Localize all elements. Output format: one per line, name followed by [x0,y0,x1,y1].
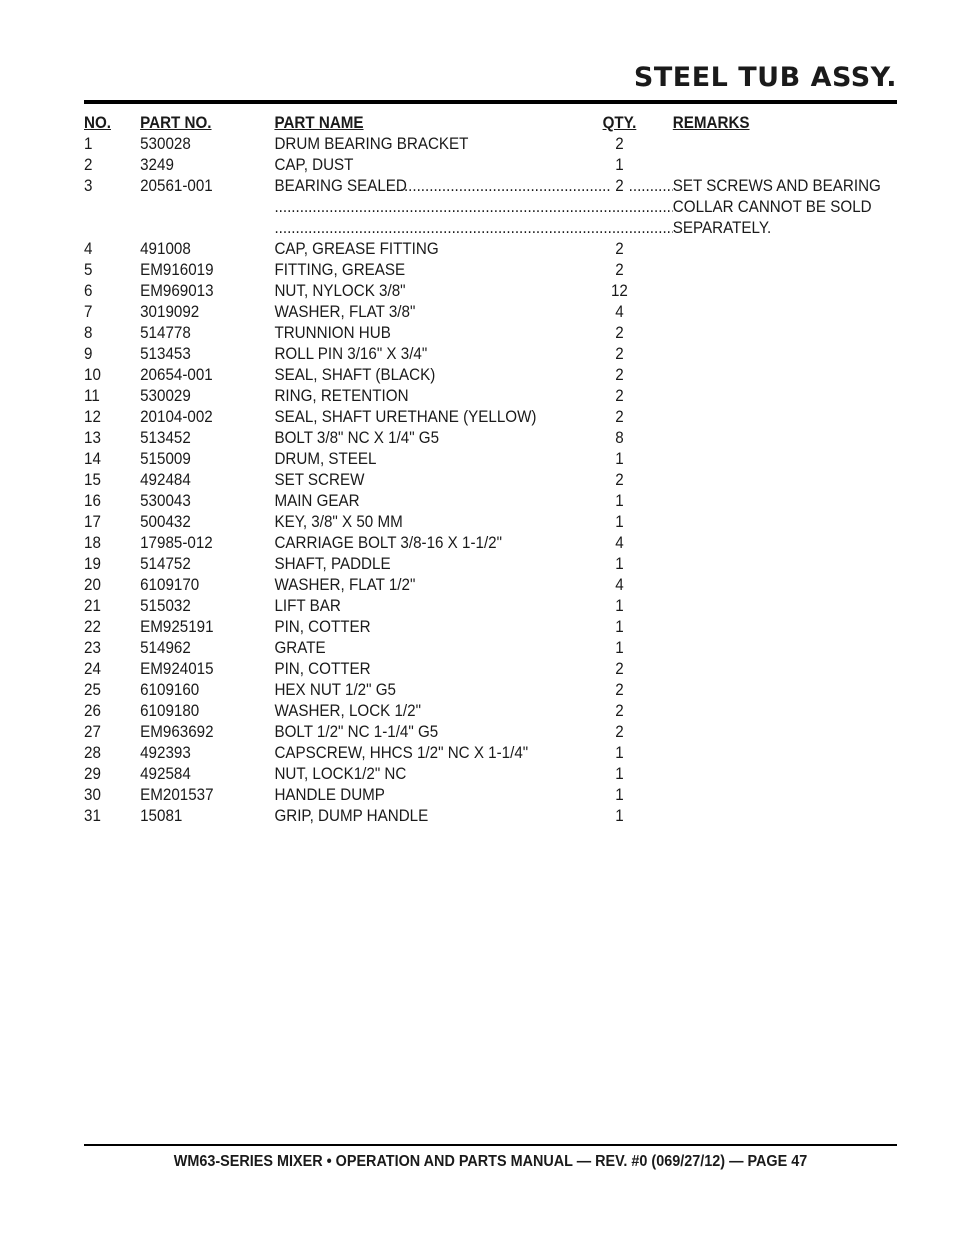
row-qty: 1 [615,492,624,510]
table-row [84,533,832,554]
table-row [84,806,832,827]
row-qty: 1 [615,513,624,531]
row-part-name: CARRIAGE BOLT 3/8-16 X 1-1/2" [274,534,503,552]
row-qty: 2 [615,681,624,699]
row-no: 15 [84,471,101,489]
row-part-name: RING, RETENTION [274,387,409,405]
row-qty: 1 [615,597,624,615]
table-body [84,134,897,827]
leader-dots [396,176,611,197]
row-no: 6 [84,282,93,300]
table-row [84,575,832,596]
row-part-no: EM201537 [140,786,214,804]
row-part-name: WASHER, FLAT 3/8" [274,303,416,321]
row-part-name: TRUNNION HUB [274,324,391,342]
header-part-name: PART NAME [274,114,364,132]
table-row [84,554,832,575]
row-part-no: EM916019 [140,261,214,279]
row-part-name: NUT, NYLOCK 3/8" [274,282,406,300]
table-row [84,470,832,491]
row-part-name: MAIN GEAR [274,492,360,510]
row-qty: 1 [615,639,624,657]
header-no: NO. [84,114,111,132]
row-part-name: PIN, COTTER [274,660,371,678]
table-row [84,218,832,239]
table-row [84,260,832,281]
row-no: 4 [84,240,93,258]
row-qty: 2 [615,240,624,258]
row-part-name: CAPSCREW, HHCS 1/2" NC X 1-1/4" [274,744,529,762]
row-part-no: 513453 [140,345,191,363]
row-part-no: 530029 [140,387,191,405]
leader-dots [274,197,672,218]
row-no: 19 [84,555,101,573]
row-part-no: 6109160 [140,681,200,699]
title-rule [84,100,897,104]
row-part-no: 20104-002 [140,408,213,426]
row-qty: 2 [615,408,624,426]
table-row [84,281,832,302]
row-qty: 2 [615,387,624,405]
row-qty: 2 [615,177,624,195]
row-no: 31 [84,807,101,825]
row-no: 9 [84,345,93,363]
table-row [84,176,881,197]
row-part-no: 20561-001 [140,177,213,195]
table-row [84,344,832,365]
table-row [84,449,832,470]
row-part-name: DRUM BEARING BRACKET [274,135,469,153]
row-qty: 2 [615,660,624,678]
table-row [84,428,832,449]
leader-dots [274,218,672,239]
header-part-no: PART NO. [140,114,212,132]
row-qty: 2 [615,366,624,384]
row-no: 28 [84,744,101,762]
row-part-no: 6109170 [140,576,200,594]
row-qty: 2 [615,702,624,720]
row-no: 18 [84,534,101,552]
row-remarks: SET SCREWS AND BEARING [672,177,881,195]
table-row [84,302,832,323]
row-part-name: SEAL, SHAFT (BLACK) [274,366,436,384]
row-no: 5 [84,261,93,279]
row-part-no: 530043 [140,492,191,510]
row-no: 14 [84,450,101,468]
leader-dots [629,176,673,197]
row-part-name: CAP, DUST [274,156,354,174]
row-no: 11 [84,387,100,405]
row-qty: 1 [615,744,624,762]
row-qty: 1 [615,807,624,825]
table-row [84,722,832,743]
row-no: 7 [84,303,93,321]
row-part-name: FITTING, GREASE [274,261,406,279]
row-part-no: 3019092 [140,303,200,321]
row-part-name: SHAFT, PADDLE [274,555,391,573]
page-footer: WM63-SERIES MIXER • OPERATION AND PARTS MANUAL — REV. #0 (069/27/12) — PAGE 47 [173,1153,808,1170]
row-no: 24 [84,660,101,678]
row-part-name: DRUM, STEEL [274,450,377,468]
row-qty: 2 [615,261,624,279]
row-no: 3 [84,177,93,195]
row-part-name: HANDLE DUMP [274,786,385,804]
table-row [84,659,832,680]
table-header [84,113,832,134]
table-row [84,743,832,764]
header-qty: QTY. [602,114,637,132]
row-part-name: GRIP, DUMP HANDLE [274,807,429,825]
row-part-name: SEAL, SHAFT URETHANE (YELLOW) [274,408,537,426]
row-remarks: SEPARATELY. [672,219,772,237]
row-no: 20 [84,576,101,594]
row-qty: 12 [610,282,628,300]
row-qty: 4 [615,303,624,321]
row-qty: 1 [615,765,624,783]
row-part-name: KEY, 3/8" X 50 MM [274,513,403,531]
row-part-no: 500432 [140,513,191,531]
row-part-name: BOLT 1/2" NC 1-1/4" G5 [274,723,439,741]
table-row [84,596,832,617]
row-no: 1 [84,135,93,153]
row-no: 17 [84,513,101,531]
table-row [84,764,832,785]
page-title: STEEL TUB ASSY. [633,62,897,93]
table-row [84,680,832,701]
row-part-no: EM969013 [140,282,214,300]
row-part-no: 15081 [140,807,183,825]
row-part-no: EM963692 [140,723,214,741]
table-row [84,701,832,722]
row-part-name: HEX NUT 1/2" G5 [274,681,396,699]
table-row [84,155,832,176]
row-part-name: SET SCREW [274,471,365,489]
row-part-name: BOLT 3/8" NC X 1/4" G5 [274,429,440,447]
row-part-no: 492393 [140,744,191,762]
row-part-no: EM925191 [140,618,214,636]
table-row [84,785,832,806]
row-part-name: LIFT BAR [274,597,341,615]
table-row [84,407,832,428]
row-no: 22 [84,618,101,636]
table-row [84,197,872,218]
table-row [84,134,832,155]
row-part-no: 20654-001 [140,366,213,384]
row-part-name: ROLL PIN 3/16" X 3/4" [274,345,428,363]
row-part-name: NUT, LOCK1/2" NC [274,765,407,783]
footer-rule [84,1144,897,1146]
row-part-no: 6109180 [140,702,200,720]
row-qty: 1 [615,786,624,804]
row-no: 16 [84,492,101,510]
row-part-name: PIN, COTTER [274,618,371,636]
row-remarks: COLLAR CANNOT BE SOLD [672,198,872,216]
row-part-no: 514778 [140,324,191,342]
row-no: 21 [84,597,101,615]
row-no: 27 [84,723,101,741]
row-part-no: 3249 [140,156,174,174]
header-remarks: REMARKS [672,114,750,132]
row-no: 8 [84,324,93,342]
row-qty: 8 [615,429,624,447]
row-part-name: CAP, GREASE FITTING [274,240,439,258]
table-row [84,365,832,386]
row-qty: 1 [615,156,624,174]
table-row [84,638,832,659]
row-qty: 1 [615,555,624,573]
row-part-no: 515032 [140,597,191,615]
row-part-no: 491008 [140,240,191,258]
row-no: 25 [84,681,101,699]
row-qty: 4 [615,534,624,552]
row-part-name: BEARING SEALED [274,177,407,195]
row-part-no: 514962 [140,639,191,657]
row-qty: 1 [615,450,624,468]
row-part-no: 492584 [140,765,191,783]
row-no: 23 [84,639,101,657]
row-qty: 2 [615,135,624,153]
row-no: 2 [84,156,93,174]
row-no: 30 [84,786,101,804]
row-no: 10 [84,366,101,384]
table-row [84,617,832,638]
table-row [84,491,832,512]
row-part-no: 515009 [140,450,191,468]
table-row [84,323,832,344]
row-part-name: WASHER, LOCK 1/2" [274,702,421,720]
parts-table [84,113,897,827]
row-no: 29 [84,765,101,783]
row-part-no: 17985-012 [140,534,213,552]
table-row [84,239,832,260]
row-qty: 2 [615,471,624,489]
row-part-no: 492484 [140,471,191,489]
row-part-name: GRATE [274,639,326,657]
row-part-no: EM924015 [140,660,214,678]
row-part-name: WASHER, FLAT 1/2" [274,576,416,594]
row-no: 13 [84,429,101,447]
row-qty: 1 [615,618,624,636]
table-row [84,386,832,407]
row-qty: 2 [615,345,624,363]
row-part-no: 514752 [140,555,191,573]
table-row [84,512,832,533]
row-qty: 4 [615,576,624,594]
row-no: 12 [84,408,101,426]
row-qty: 2 [615,723,624,741]
row-part-no: 530028 [140,135,191,153]
row-qty: 2 [615,324,624,342]
row-part-no: 513452 [140,429,191,447]
row-no: 26 [84,702,101,720]
